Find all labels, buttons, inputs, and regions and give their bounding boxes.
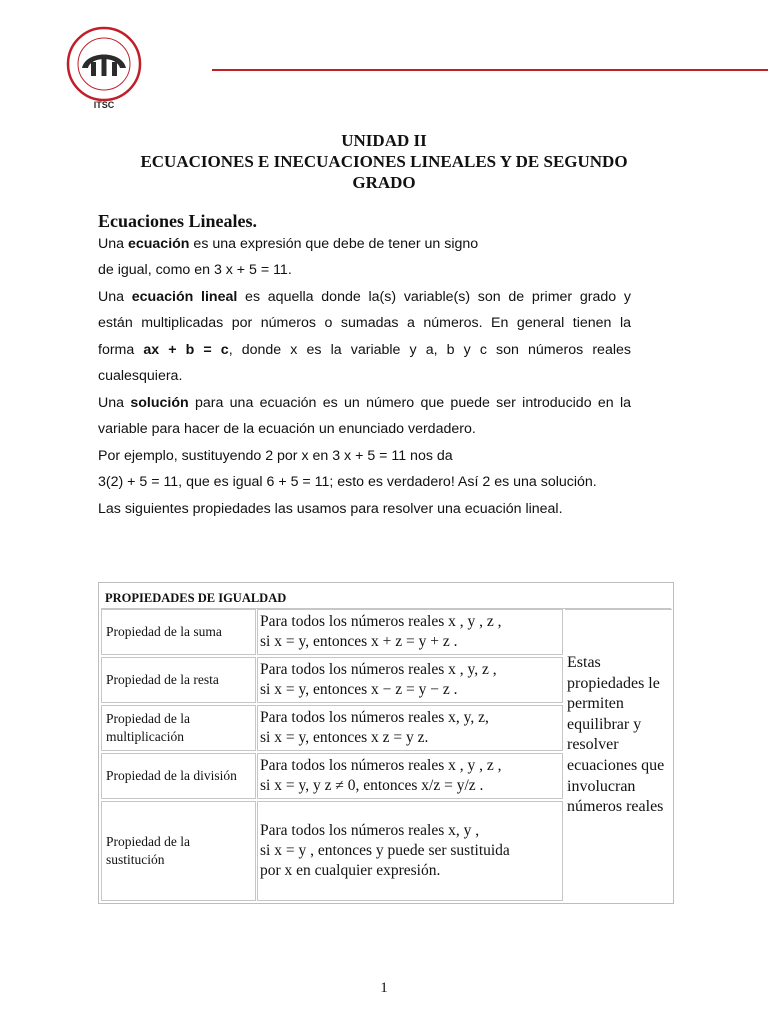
paragraph-line: Una solución para una ecuación es un número que puede ser introducido en la: [98, 395, 632, 411]
paragraph-line: están multiplicadas por números o sumadas a números. En general tienen la: [98, 315, 631, 331]
paragraph-line: cualesquiera.: [98, 368, 183, 384]
property-definition: Para todos los números reales x , y , z , si x = y, y z ≠ 0, entonces x/z = y/z .: [257, 753, 563, 799]
table-header: PROPIEDADES DE IGUALDAD: [101, 585, 671, 609]
section-heading: Ecuaciones Lineales.: [98, 211, 258, 231]
property-definition: Para todos los números reales x , y , z , si x = y, entonces x + z = y + z .: [257, 609, 563, 655]
property-name: Propiedad de la resta: [101, 657, 256, 703]
properties-table: [98, 582, 674, 904]
side-note: Estas propiedades le permiten equilibrar y resolver ecuaciones que involucran números reales: [567, 654, 665, 816]
paragraph-line: Una ecuación lineal es aquella donde la(s) variable(s) son de primer grado y: [98, 289, 632, 305]
paragraph-line: Por ejemplo, sustituyendo 2 por x en 3 x + 5 = 11 nos da: [98, 448, 453, 464]
property-definition: Para todos los números reales x, y, z, si x = y, entonces x z = y z.: [257, 705, 563, 751]
unit-title: UNIDAD II: [341, 131, 427, 150]
itsc-logo: [64, 22, 144, 118]
logo-pillar: [102, 59, 107, 76]
paragraph-line: Una ecuación es una expresión que debe de tener un signo: [98, 236, 479, 252]
property-name: Propiedad de la multiplicación: [101, 705, 256, 751]
logo-abbr: ITSC: [93, 100, 115, 110]
paragraph-line: variable para hacer de la ecuación un enunciado verdadero.: [98, 421, 476, 437]
paragraph-line: forma ax + b = c, donde x es la variable y a, b y c son números reales: [98, 342, 631, 358]
paragraph-line: de igual, como en 3 x + 5 = 11.: [98, 262, 292, 278]
property-definition: Para todos los números reales x , y, z , si x = y, entonces x − z = y − z .: [257, 657, 563, 703]
property-name: Propiedad de la sustitución: [101, 801, 256, 901]
property-definition: Para todos los números reales x, y , si x = y , entonces y puede ser sustituida por x en cualquier expresión.: [257, 801, 563, 901]
page-number: 1: [380, 980, 388, 996]
paragraph-line: 3(2) + 5 = 11, que es igual 6 + 5 = 11; esto es verdadero! Así 2 es una solución.: [98, 474, 597, 490]
property-name: Propiedad de la suma: [101, 609, 256, 655]
unit-subtitle: ECUACIONES E INECUACIONES LINEALES Y DE SEGUNDO: [140, 152, 628, 171]
logo-pillar: [91, 62, 96, 76]
header-rule: [212, 69, 768, 71]
paragraph-line: Las siguientes propiedades las usamos para resolver una ecuación lineal.: [98, 501, 563, 517]
unit-subtitle-cont: GRADO: [352, 173, 416, 192]
logo-pillar: [112, 62, 117, 76]
property-name: Propiedad de la división: [101, 753, 256, 799]
